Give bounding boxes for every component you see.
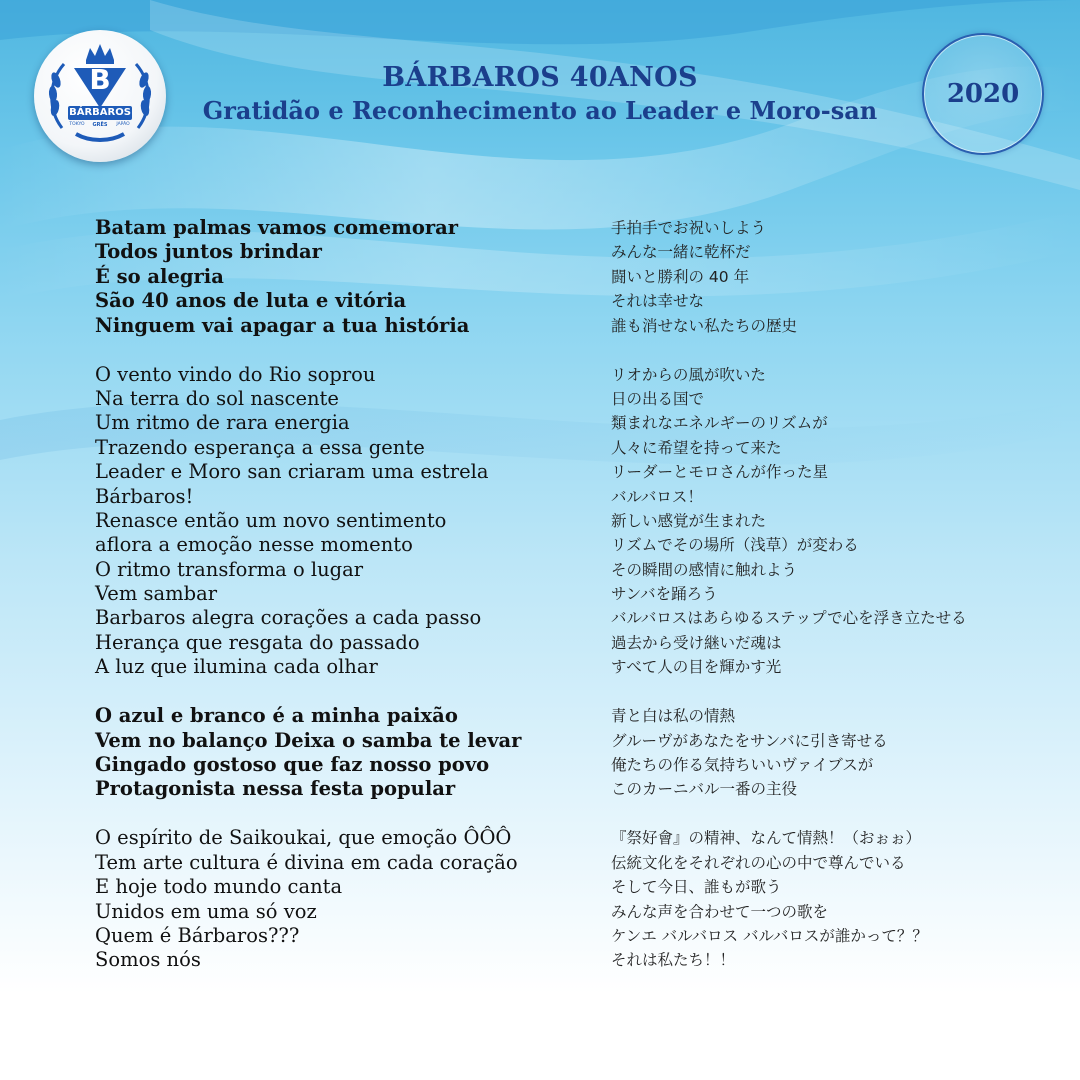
- poster-title: BÁRBAROS 40ANOS: [382, 62, 698, 93]
- lyric-jp: バルバロスはあらゆるステップで心を浮き立たせる: [611, 609, 967, 628]
- lyric-jp: バルバロス！: [611, 487, 703, 506]
- lyric-pt: Vem sambar: [95, 582, 218, 606]
- lyric-line: [95, 265, 1055, 289]
- lyric-jp: 手拍手でお祝いしよう: [611, 219, 767, 237]
- lyric-pt: Barbaros alegra corações a cada passo: [95, 606, 482, 630]
- lyric-jp: 俺たちの作る気持ちいいヴァイブスが: [611, 756, 874, 774]
- lyric-line: [95, 753, 1055, 777]
- lyric-line: [95, 631, 1055, 655]
- lyric-pt: É so alegria: [95, 264, 224, 288]
- lyric-pt: Vem no balanço Deixa o samba te levar: [95, 728, 522, 752]
- lyric-pt: Herança que resgata do passado: [95, 630, 420, 654]
- lyric-line: [95, 777, 1055, 801]
- lyric-jp: 類まれなエネルギーのリズムが: [611, 414, 828, 433]
- lyric-line: [95, 851, 1055, 875]
- lyric-pt: Leader e Moro san criaram uma estrela: [95, 460, 489, 484]
- year-text: 2020: [946, 79, 1020, 109]
- lyric-line: [95, 900, 1055, 924]
- lyric-jp: 闘いと勝利の 40 年: [611, 267, 750, 286]
- lyrics: [95, 216, 1055, 997]
- lyric-line: [95, 240, 1055, 264]
- lyric-jp: 青と白は私の情熱: [611, 707, 736, 726]
- stanza-3: [95, 704, 1055, 802]
- logo-letter: B: [89, 63, 111, 96]
- lyric-jp: みんな一緒に乾杯だ: [611, 243, 751, 262]
- year-badge: [922, 33, 1044, 155]
- lyric-pt: A luz que ilumina cada olhar: [95, 655, 378, 679]
- lyric-pt: Um ritmo de rara energia: [95, 411, 350, 435]
- lyric-jp: 新しい感覚が生まれた: [611, 511, 767, 530]
- lyric-line: [95, 558, 1055, 582]
- lyric-line: [95, 509, 1055, 533]
- lyric-jp: グルーヴがあなたをサンバに引き寄せる: [611, 731, 888, 750]
- lyric-line: [95, 289, 1055, 313]
- lyric-pt: Protagonista nessa festa popular: [95, 777, 456, 801]
- lyric-pt: O ritmo transforma o lugar: [95, 557, 364, 581]
- lyric-pt: Ninguem vai apagar a tua história: [95, 313, 470, 337]
- lyric-jp: 過去から受け継いだ魂は: [611, 633, 782, 652]
- lyric-jp: リズムでその場所（浅草）が変わる: [611, 536, 859, 555]
- lyric-line: [95, 485, 1055, 509]
- lyric-jp: 日の出る国で: [611, 389, 705, 408]
- lyric-line: [95, 875, 1055, 899]
- lyric-jp: そして今日、誰もが歌う: [611, 878, 782, 897]
- lyric-jp: 伝統文化をそれぞれの心の中で尊んでいる: [611, 853, 906, 872]
- lyric-pt: Bárbaros!: [95, 484, 194, 508]
- lyric-pt: Renasce então um novo sentimento: [95, 508, 447, 532]
- logo-emblem: [34, 30, 166, 162]
- lyric-jp: このカーニバル一番の主役: [611, 780, 798, 799]
- lyric-line: [95, 826, 1055, 850]
- lyric-line: [95, 729, 1055, 753]
- lyric-line: [95, 582, 1055, 606]
- lyric-line: [95, 704, 1055, 728]
- lyric-pt: Quem é Bárbaros???: [95, 923, 300, 947]
- lyric-line: [95, 460, 1055, 484]
- lyric-jp: 人々に希望を持って来た: [611, 438, 782, 457]
- lyric-pt: Unidos em uma só voz: [95, 899, 317, 923]
- stanza-4: [95, 826, 1055, 972]
- lyric-pt: aflora a emoção nesse momento: [95, 533, 413, 557]
- lyric-jp: それは私たち！！: [611, 951, 736, 970]
- barbaros-logo: [34, 30, 166, 162]
- poster-subtitle: Gratidão e Reconhecimento ao Leader e Moro-san: [202, 96, 878, 125]
- lyric-pt: E hoje todo mundo canta: [95, 875, 343, 899]
- lyric-line: [95, 387, 1055, 411]
- stanza-2: [95, 363, 1055, 680]
- lyric-line: [95, 436, 1055, 460]
- lyric-pt: O vento vindo do Rio soprou: [95, 362, 376, 386]
- lyric-line: [95, 314, 1055, 338]
- logo-left-text: TOKYO: [69, 122, 85, 127]
- lyric-line: [95, 606, 1055, 630]
- lyric-pt: O azul e branco é a minha paixão: [95, 704, 458, 728]
- lyric-pt: Na terra do sol nascente: [95, 386, 339, 410]
- lyric-pt: Gingado gostoso que faz nosso povo: [95, 753, 490, 776]
- lyric-jp: リーダーとモロさんが作った星: [611, 463, 829, 482]
- lyric-jp: サンバを踊ろう: [611, 585, 718, 604]
- lyric-jp: それは幸せな: [611, 292, 705, 311]
- lyric-pt: São 40 anos de luta e vitória: [95, 289, 407, 313]
- logo-name: BÁRBAROS: [69, 107, 131, 118]
- lyric-line: [95, 924, 1055, 948]
- lyric-jp: 誰も消せない私たちの歴史: [611, 316, 798, 335]
- lyric-line: [95, 948, 1055, 972]
- lyric-line: [95, 533, 1055, 557]
- lyric-pt: Todos juntos brindar: [95, 240, 322, 264]
- lyric-pt: Batam palmas vamos comemorar: [95, 216, 459, 239]
- lyric-jp: リオからの風が吹いた: [611, 365, 766, 384]
- lyric-pt: Tem arte cultura é divina em cada coração: [95, 850, 518, 874]
- lyric-jp: ケンエ バルバロス バルバロスが誰かって？？: [611, 926, 928, 945]
- logo-sub-text: GRÊS: [92, 122, 108, 128]
- logo-right-text: JAPÃO: [116, 122, 130, 127]
- lyric-line: [95, 655, 1055, 679]
- lyric-pt: O espírito de Saikoukai, que emoção ÔÔÔ: [95, 826, 512, 850]
- lyric-jp: みんな声を合わせて一つの歌を: [611, 902, 829, 921]
- lyric-line: [95, 363, 1055, 387]
- stanza-1: [95, 216, 1055, 338]
- lyric-line: [95, 411, 1055, 435]
- lyric-pt: Trazendo esperança a essa gente: [95, 435, 425, 459]
- lyric-jp: 『祭好會』の精神、なんて情熱！（おぉぉ）: [611, 829, 922, 848]
- lyric-jp: すべて人の目を輝かす光: [611, 658, 782, 677]
- lyric-pt: Somos nós: [95, 948, 201, 972]
- lyric-jp: その瞬間の感情に触れよう: [611, 560, 798, 579]
- lyric-line: [95, 216, 1055, 240]
